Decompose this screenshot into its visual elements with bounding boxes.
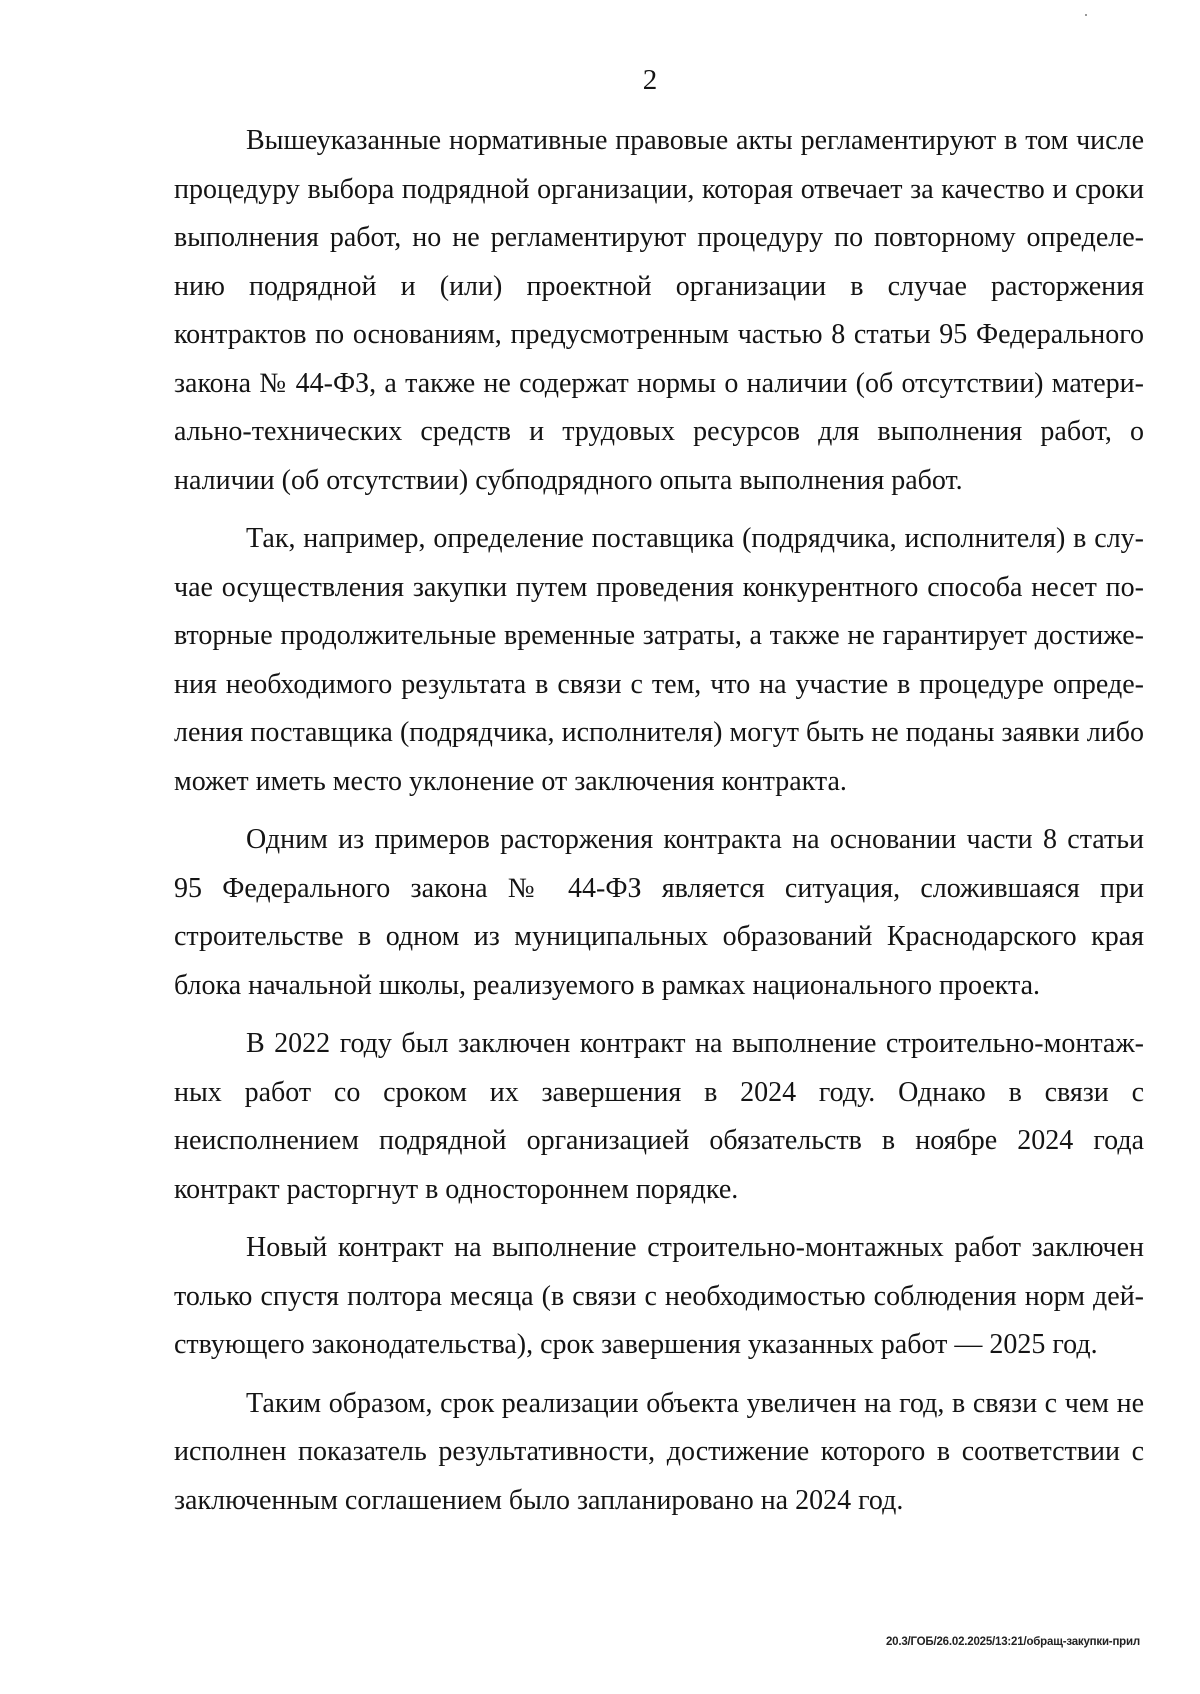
scan-speck [1085, 14, 1087, 16]
page-number: 2 [642, 64, 658, 96]
document-registration-code: 20.3/ГОБ/26.02.2025/13:21/обращ-закупки-прил [885, 1636, 1140, 1648]
paragraph-2: Так, например, определение поставщика (подрядчика, исполнителя) в случае осуществления закупки путем проведения конкурентного способа несет повторные продолжительные временные затраты, а также не гарантирует достижения необходимого результата в связи с тем, что на участие в процедуре определения поставщика (подрядчика, исполнителя) могут быть не поданы заявки либо может иметь место уклонение от заключения контракта. [174, 523, 1144, 797]
paragraph-5: Новый контракт на выполнение строительно-монтажных работ заключен только спустя полтора месяца (в связи с необходимостью соблюдения норм действующего законодательства), срок завершения указанных работ — 2025 год. [174, 1232, 1144, 1360]
paragraph-3: Одним из примеров расторжения контракта на основании части 8 статьи 95 Федерального закона № 44-ФЗ является ситуация, сложившаяся при строительстве в одном из муниципальных образований Краснодарского края блока начальной школы, реализуемого в рамках национального проекта. [174, 824, 1144, 1001]
document-body [174, 117, 1144, 1525]
paragraph-4: В 2022 году был заключен контракт на выполнение строительно-монтажных работ со сроком их завершения в 2024 году. Однако в связи с неисполнением подрядной организацией обязательств в ноябре 2024 года контракт расторгнут в одностороннем порядке. [174, 1028, 1144, 1205]
paragraph-6: Таким образом, срок реализации объекта увеличен на год, в связи с чем не исполнен показатель результативности, достижение которого в соответствии с заключенным соглашением было запланировано на 2024 год. [174, 1387, 1144, 1516]
paragraph-1: Вышеуказанные нормативные правовые акты регламентируют в том числе процедуру выбора подрядной организации, которая отвечает за качество и сроки выполнения работ, но не регламентируют процедуру по повторному определению подрядной и (или) проектной организации в случае расторжения контрактов по основаниям, предусмотренным частью 8 статьи 95 Федерального закона № 44-ФЗ, а также не содержат нормы о наличии (об отсутствии) материально-технических средств и трудовых ресурсов для выполнения работ, о наличии (об отсутствии) субподрядного опыта выполнения работ. [174, 125, 1144, 496]
